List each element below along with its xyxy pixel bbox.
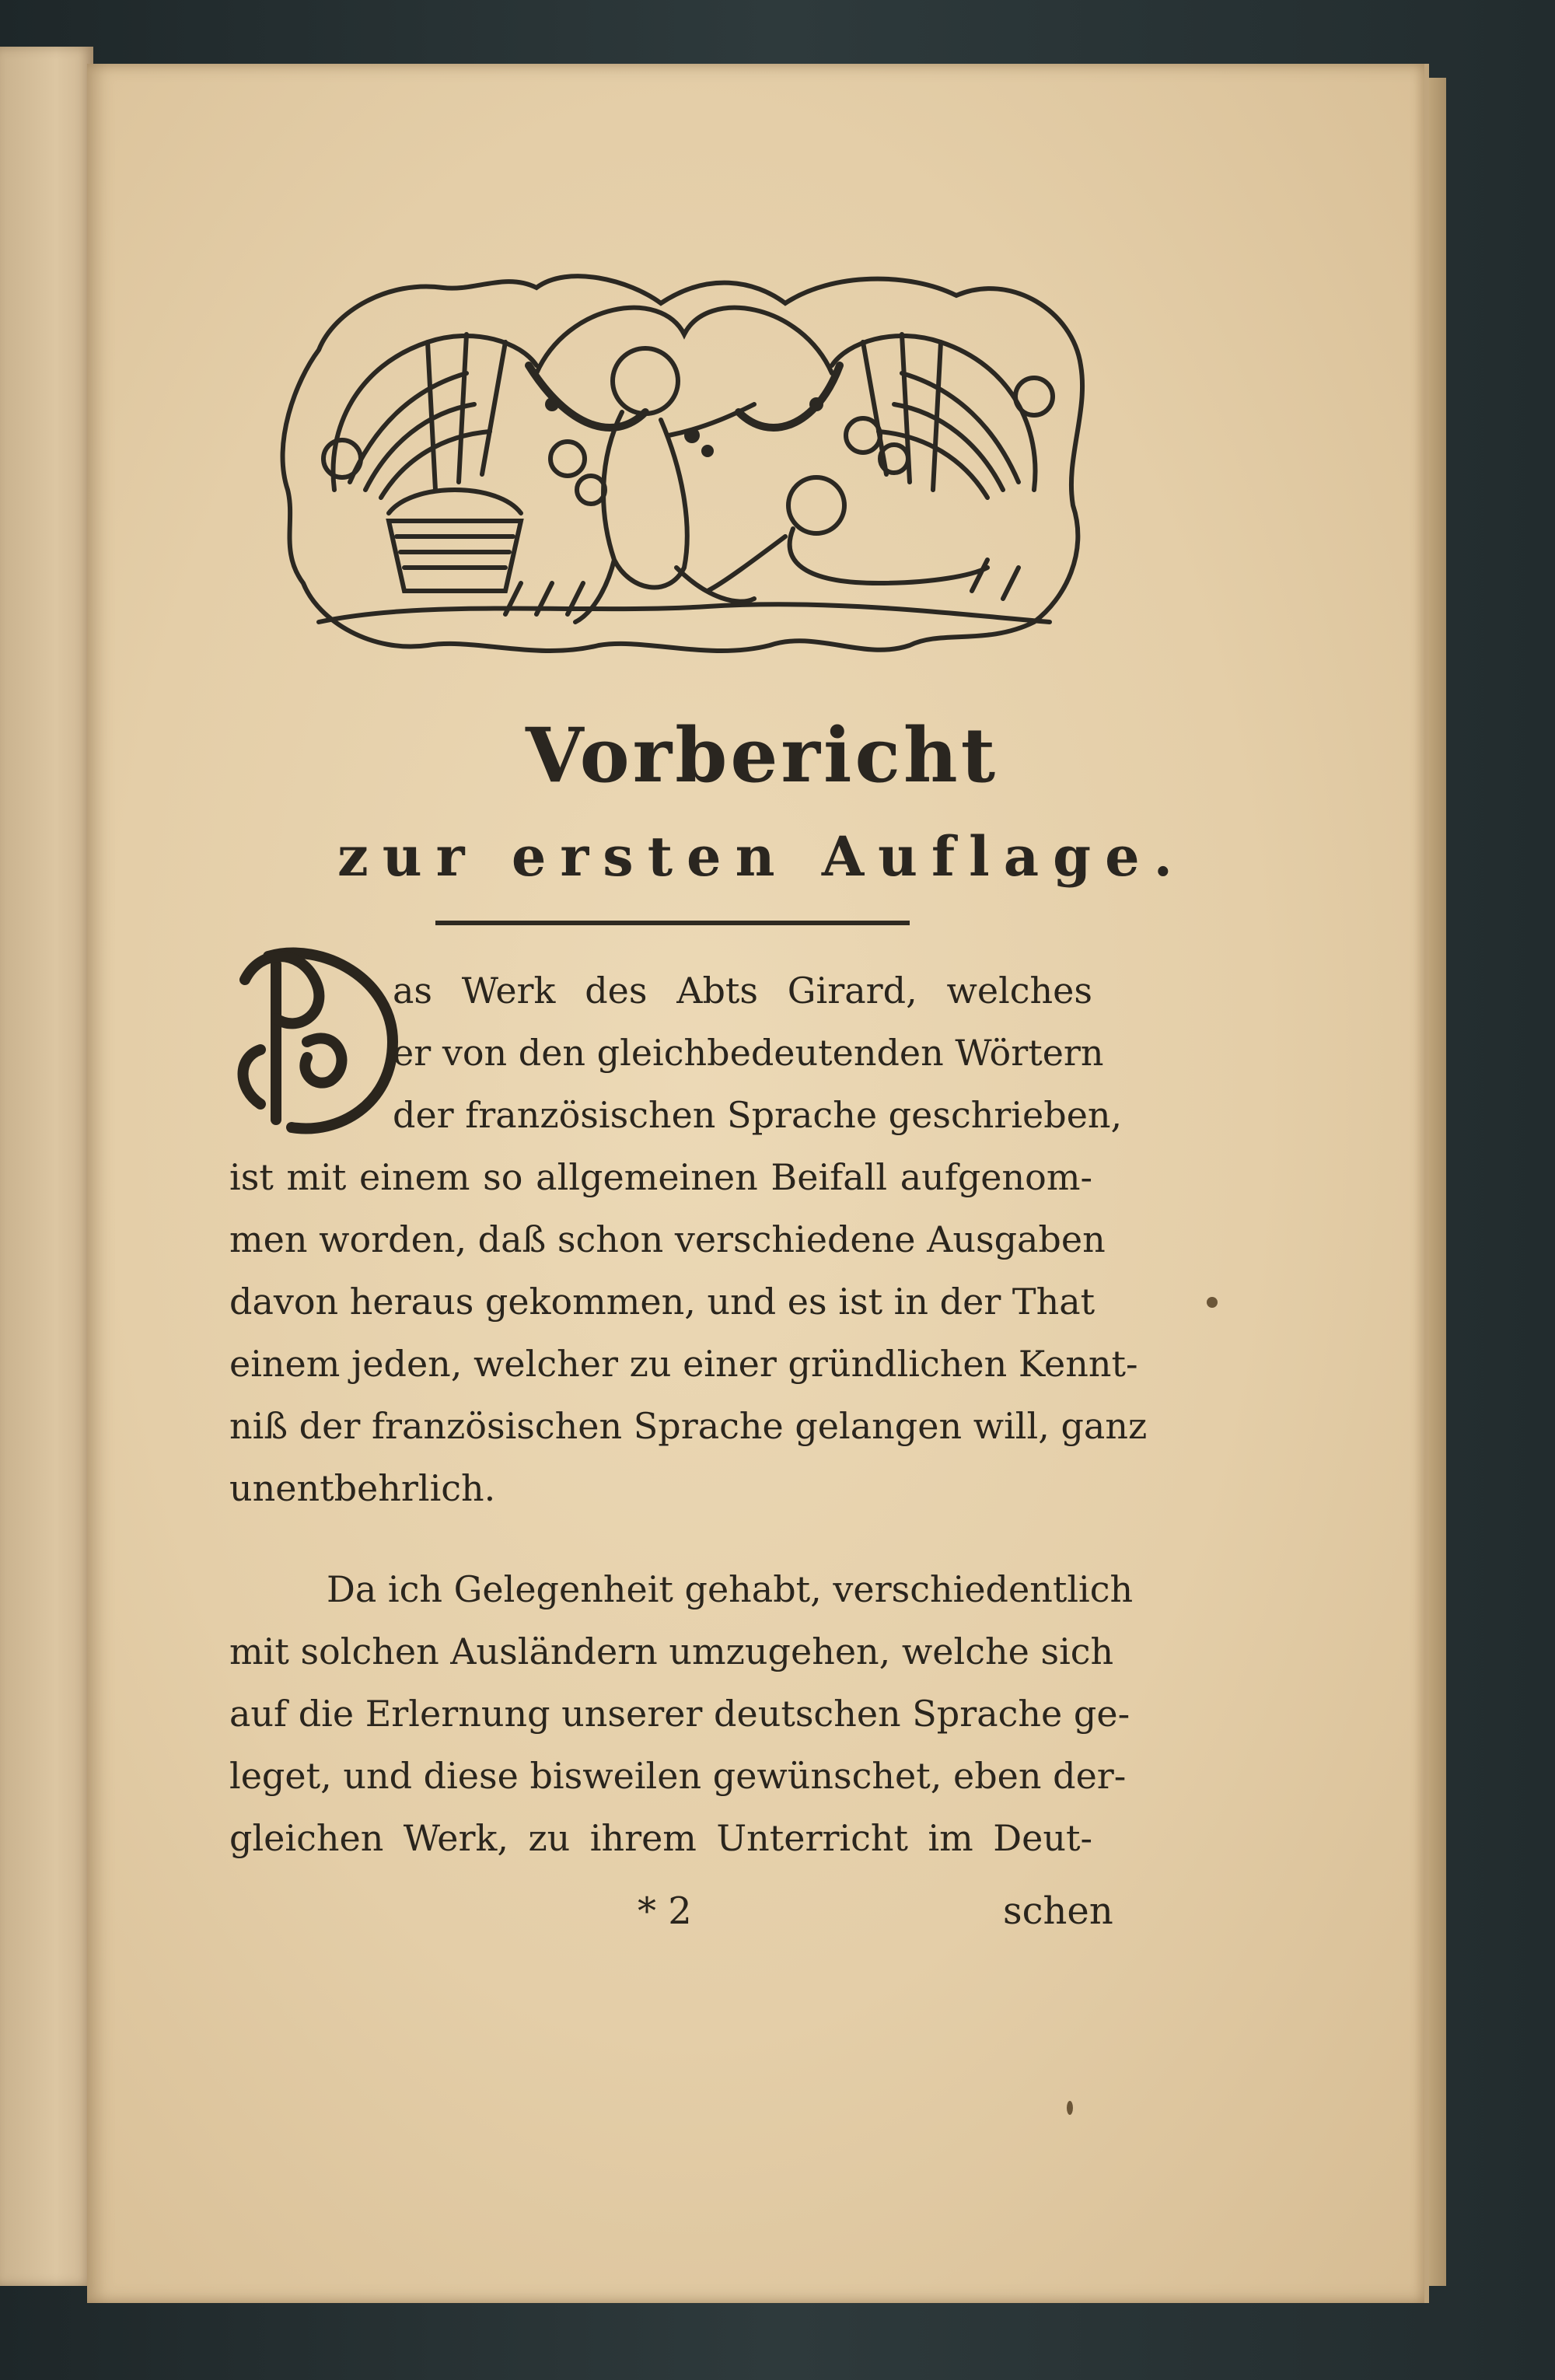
paragraph-line: gleichen Werk, zu ihrem Unterricht im Deut- bbox=[229, 1817, 1092, 1859]
ink-spot bbox=[1207, 1297, 1218, 1308]
signature-mark: * 2 bbox=[638, 1889, 692, 1933]
paragraph-line: mit solchen Ausländern umzugehen, welche sich bbox=[229, 1630, 1114, 1672]
catchword: schen bbox=[1003, 1889, 1113, 1933]
paragraph-line: der französischen Sprache geschrieben, bbox=[393, 1094, 1123, 1136]
paragraph-line: er von den gleichbedeutenden Wörtern bbox=[393, 1032, 1104, 1074]
paragraph-line: einem jeden, welcher zu einer gründlichen Kennt- bbox=[229, 1343, 1138, 1385]
title-rule bbox=[435, 921, 910, 925]
paragraph-line: niß der französischen Sprache gelangen will, ganz bbox=[229, 1405, 1148, 1447]
woodcut-vignette bbox=[272, 257, 1096, 669]
ink-spot bbox=[1067, 2101, 1073, 2115]
paragraph-line: unentbehrlich. bbox=[229, 1467, 496, 1509]
page-subtitle: zur ersten Auflage. bbox=[337, 824, 1186, 889]
paragraph-line: ist mit einem so allgemeinen Beifall aufgenom- bbox=[229, 1156, 1092, 1198]
paragraph-line: auf die Erlernung unserer deutschen Sprache ge- bbox=[229, 1693, 1130, 1735]
page-title: Vorbericht bbox=[525, 711, 999, 799]
paragraph-line: davon heraus gekommen, und es ist in der That bbox=[229, 1281, 1095, 1323]
paragraph-line: leget, und diese bisweilen gewünschet, eben der- bbox=[229, 1755, 1127, 1797]
drop-cap bbox=[229, 933, 408, 1143]
paragraph-line: men worden, daß schon verschiedene Ausgaben bbox=[229, 1218, 1106, 1260]
paragraph-line: as Werk des Abts Girard, welches bbox=[393, 970, 1092, 1012]
paragraph-line: Da ich Gelegenheit gehabt, verschiedentlich bbox=[327, 1568, 1134, 1610]
left-page-edge bbox=[0, 47, 93, 2286]
